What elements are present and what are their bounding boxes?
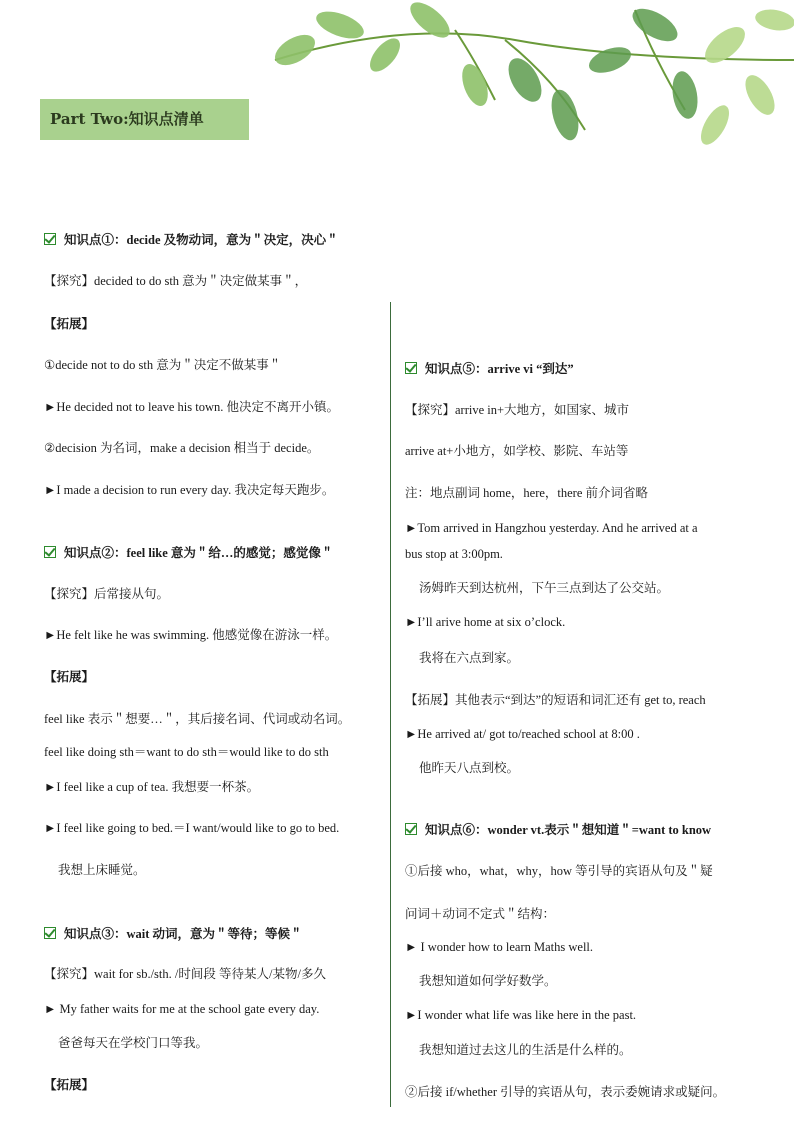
checkbox-icon [44, 927, 56, 939]
column-divider [390, 302, 391, 1107]
line-text: 【拓展】 [44, 670, 95, 684]
text-line [405, 1007, 636, 1023]
text-line [405, 726, 640, 742]
line-text: ►I’ll arive home at six o’clock. [405, 615, 566, 629]
text-line [405, 485, 648, 501]
line-text: 问词＋动词不定式＂结构： [405, 907, 556, 921]
text-line [419, 1042, 632, 1058]
text-line [405, 443, 628, 459]
section-heading [405, 822, 711, 838]
line-text: 注：地点副词 home，here，there 前介词省略 [405, 486, 649, 500]
section-label [44, 1077, 94, 1093]
line-text: 【探究】arrive in+大地方，如国家、城市 [405, 403, 630, 417]
text-line [419, 580, 669, 596]
line-text: ►He decided not to leave his town. 他决定不离开小镇。 [44, 400, 339, 414]
line-text: 知识点②：feel like 意为＂给…的感觉；感觉像＂ [64, 546, 334, 560]
checkbox-icon [405, 362, 417, 374]
line-text: feel like doing sth＝want to do sth＝would like to do sth [44, 745, 329, 759]
line-text: ►Tom arrived in Hangzhou yesterday. And he arrived at a [405, 521, 698, 535]
line-text: feel like 表示＂想要…＂，其后接名词、代词或动名词。 [44, 712, 351, 726]
section-heading [44, 232, 339, 248]
line-text: 我想上床睡觉。 [58, 863, 146, 877]
checkbox-icon [44, 233, 56, 245]
section-heading [44, 545, 333, 561]
line-text: 我想知道过去这儿的生活是什么样的。 [419, 1043, 632, 1057]
line-text: ►I made a decision to run every day. 我决定每天跑步。 [44, 483, 335, 497]
text-line [405, 546, 503, 562]
line-text: ►I feel like going to bed.＝I want/would like to go to bed. [44, 821, 340, 835]
page-title: Part Two:知识点清单 [40, 99, 249, 140]
checkbox-icon [405, 823, 417, 835]
line-text: ②decision 为名词，make a decision 相当于 decide。 [44, 441, 320, 455]
line-text: 我想知道如何学好数学。 [419, 974, 557, 988]
section-label [44, 316, 94, 332]
text-line [44, 820, 339, 836]
text-line [44, 1001, 319, 1017]
line-text: ►He arrived at/ got to/reached school at 8:00 . [405, 727, 640, 741]
text-line [405, 520, 698, 536]
text-line [405, 906, 555, 922]
text-line [405, 614, 565, 630]
text-line [44, 273, 307, 289]
line-text: ②后接 if/whether 引导的宾语从句，表示委婉请求或疑问。 [405, 1085, 726, 1099]
section-heading [405, 361, 574, 377]
line-text: ①decide not to do sth 意为＂决定不做某事＂ [44, 358, 282, 372]
text-line [44, 586, 169, 602]
text-line [405, 402, 629, 418]
line-text: 知识点③：wait 动词，意为＂等待；等候＂ [64, 927, 303, 941]
text-line [44, 357, 281, 373]
section-label [44, 669, 94, 685]
text-line [419, 973, 557, 989]
text-line [44, 440, 319, 456]
line-text: 【拓展】 [44, 1078, 95, 1092]
text-line [419, 650, 519, 666]
line-text: 知识点⑤：arrive vi “到达” [425, 362, 574, 376]
text-line [44, 482, 334, 498]
line-text: 【探究】后常接从句。 [44, 587, 170, 601]
text-line [58, 1035, 208, 1051]
line-text: bus stop at 3:00pm. [405, 547, 503, 561]
line-text: 爸爸每天在学校门口等我。 [58, 1036, 209, 1050]
text-line [405, 863, 713, 879]
text-line [44, 627, 337, 643]
text-line [405, 1084, 725, 1100]
text-line [44, 966, 326, 982]
line-text: ► I wonder how to learn Maths well. [405, 940, 594, 954]
text-line [58, 862, 146, 878]
text-line [44, 744, 329, 760]
line-text: ►He felt like he was swimming. 他感觉像在游泳一样。 [44, 628, 338, 642]
checkbox-icon [44, 546, 56, 558]
line-text: 我将在六点到家。 [419, 651, 520, 665]
section-heading [44, 926, 303, 942]
line-text: 【探究】wait for sb./sth. /时间段 等待某人/某物/多久 [44, 967, 326, 981]
line-text: 【拓展】其他表示“到达”的短语和词汇还有 get to, reach [405, 693, 706, 707]
line-text: ►I feel like a cup of tea. 我想要一杯茶。 [44, 780, 260, 794]
line-text: ► My father waits for me at the school gate every day. [44, 1002, 320, 1016]
line-text: 【探究】decided to do sth 意为＂决定做某事＂， [44, 274, 308, 288]
text-line [44, 711, 350, 727]
line-text: ►I wonder what life was like here in the past. [405, 1008, 637, 1022]
line-text: 知识点⑥：wonder vt.表示＂想知道＂=want to know [425, 823, 712, 837]
line-text: ①后接 who，what，why，how 等引导的宾语从句及＂疑 [405, 864, 713, 878]
line-text: 汤姆昨天到达杭州，下午三点到达了公交站。 [419, 581, 670, 595]
line-text: 知识点①：decide 及物动词，意为＂决定，决心＂ [64, 233, 339, 247]
text-line [405, 692, 706, 708]
text-line [44, 399, 339, 415]
line-text: 他昨天八点到校。 [419, 761, 520, 775]
line-text: 【拓展】 [44, 317, 95, 331]
text-line [419, 760, 519, 776]
line-text: arrive at+小地方，如学校、影院、车站等 [405, 444, 629, 458]
text-line [44, 779, 259, 795]
decorative-leaves-image [255, 0, 794, 160]
text-line [405, 939, 593, 955]
